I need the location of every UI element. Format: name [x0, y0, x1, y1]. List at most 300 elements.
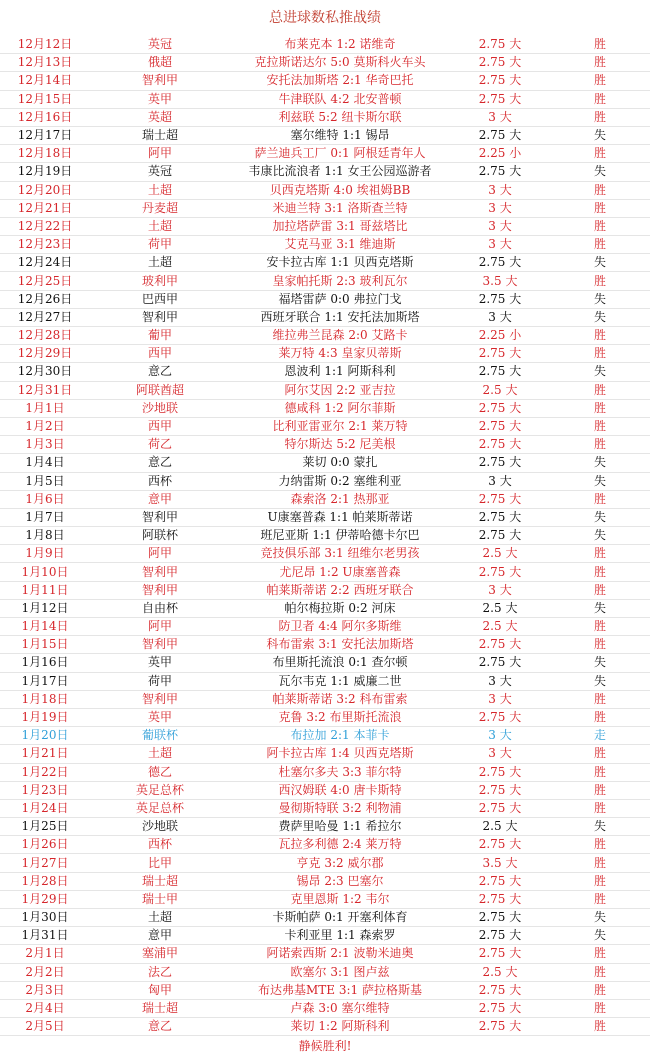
result-cell: 胜 — [550, 545, 650, 563]
league-cell: 土超 — [90, 254, 230, 272]
match-cell: 布达弗基MTE 3:1 萨拉格斯基 — [230, 981, 450, 999]
match-cell: 塞尔维特 1:1 锡昂 — [230, 126, 450, 144]
result-cell: 胜 — [550, 981, 650, 999]
result-cell: 胜 — [550, 381, 650, 399]
date-cell: 1月20日 — [0, 727, 90, 745]
league-cell: 比甲 — [90, 854, 230, 872]
table-row — [0, 545, 650, 563]
line-cell: 2.75 大 — [450, 363, 550, 381]
date-cell: 1月26日 — [0, 836, 90, 854]
result-cell: 胜 — [550, 799, 650, 817]
date-cell: 12月19日 — [0, 163, 90, 181]
table-row — [0, 254, 650, 272]
league-cell: 英甲 — [90, 90, 230, 108]
line-cell: 2.25 小 — [450, 145, 550, 163]
date-cell: 1月2日 — [0, 417, 90, 435]
date-cell: 1月18日 — [0, 690, 90, 708]
record-table — [0, 36, 650, 1036]
date-cell: 12月18日 — [0, 145, 90, 163]
league-cell: 瑞士甲 — [90, 890, 230, 908]
result-cell: 胜 — [550, 745, 650, 763]
line-cell: 2.75 大 — [450, 872, 550, 890]
table-row — [0, 708, 650, 726]
date-cell: 1月5日 — [0, 472, 90, 490]
table-row — [0, 308, 650, 326]
date-cell: 1月28日 — [0, 872, 90, 890]
line-cell: 2.75 大 — [450, 54, 550, 72]
line-cell: 3 大 — [450, 217, 550, 235]
league-cell: 意乙 — [90, 1018, 230, 1036]
line-cell: 2.5 大 — [450, 545, 550, 563]
line-cell: 2.75 大 — [450, 527, 550, 545]
league-cell: 葡联杯 — [90, 727, 230, 745]
match-cell: 曼彻斯特联 3:2 利物浦 — [230, 799, 450, 817]
match-cell: 卡斯帕萨 0:1 开塞利体育 — [230, 909, 450, 927]
table-row — [0, 199, 650, 217]
line-cell: 2.75 大 — [450, 909, 550, 927]
line-cell: 3 大 — [450, 108, 550, 126]
result-cell: 胜 — [550, 1018, 650, 1036]
league-cell: 英足总杯 — [90, 781, 230, 799]
league-cell: 阿甲 — [90, 618, 230, 636]
table-row — [0, 363, 650, 381]
match-cell: 锡昂 2:3 巴塞尔 — [230, 872, 450, 890]
league-cell: 阿联杯 — [90, 527, 230, 545]
result-cell: 失 — [550, 472, 650, 490]
league-cell: 英甲 — [90, 654, 230, 672]
result-cell: 胜 — [550, 945, 650, 963]
date-cell: 1月17日 — [0, 672, 90, 690]
table-row — [0, 872, 650, 890]
table-row — [0, 1018, 650, 1036]
result-cell: 走 — [550, 727, 650, 745]
league-cell: 西甲 — [90, 417, 230, 435]
table-row — [0, 181, 650, 199]
line-cell: 2.75 大 — [450, 345, 550, 363]
line-cell: 3 大 — [450, 472, 550, 490]
date-cell: 2月5日 — [0, 1018, 90, 1036]
league-cell: 葡甲 — [90, 327, 230, 345]
table-row — [0, 999, 650, 1017]
match-cell: 阿尔艾因 2:2 亚吉拉 — [230, 381, 450, 399]
match-cell: 亨克 3:2 威尔郡 — [230, 854, 450, 872]
date-cell: 1月30日 — [0, 909, 90, 927]
match-cell: 卢森 3:0 塞尔维特 — [230, 999, 450, 1017]
league-cell: 沙地联 — [90, 818, 230, 836]
match-cell: 帕莱斯蒂诺 3:2 科布雷索 — [230, 690, 450, 708]
result-cell: 胜 — [550, 890, 650, 908]
date-cell: 1月4日 — [0, 454, 90, 472]
result-cell: 胜 — [550, 399, 650, 417]
table-row — [0, 963, 650, 981]
league-cell: 智利甲 — [90, 508, 230, 526]
match-cell: 加拉塔萨雷 3:1 哥兹塔比 — [230, 217, 450, 235]
result-cell: 失 — [550, 126, 650, 144]
line-cell: 3 大 — [450, 236, 550, 254]
date-cell: 1月31日 — [0, 927, 90, 945]
result-cell: 胜 — [550, 636, 650, 654]
league-cell: 德乙 — [90, 763, 230, 781]
match-cell: 皇家帕托斯 2:3 玻利瓦尔 — [230, 272, 450, 290]
result-cell: 胜 — [550, 199, 650, 217]
line-cell: 3 大 — [450, 581, 550, 599]
line-cell: 2.25 小 — [450, 327, 550, 345]
table-row — [0, 126, 650, 144]
league-cell: 瑞士超 — [90, 872, 230, 890]
date-cell: 2月4日 — [0, 999, 90, 1017]
result-cell: 胜 — [550, 872, 650, 890]
line-cell: 2.5 大 — [450, 599, 550, 617]
league-cell: 西甲 — [90, 345, 230, 363]
result-cell: 胜 — [550, 54, 650, 72]
date-cell: 12月29日 — [0, 345, 90, 363]
table-row — [0, 890, 650, 908]
match-cell: 力纳雷斯 0:2 塞维利亚 — [230, 472, 450, 490]
result-cell: 失 — [550, 308, 650, 326]
date-cell: 1月19日 — [0, 708, 90, 726]
line-cell: 2.75 大 — [450, 490, 550, 508]
table-row — [0, 527, 650, 545]
table-row — [0, 72, 650, 90]
match-cell: 竞技俱乐部 3:1 纽维尔老男孩 — [230, 545, 450, 563]
date-cell: 2月3日 — [0, 981, 90, 999]
line-cell: 2.75 大 — [450, 999, 550, 1017]
table-row — [0, 854, 650, 872]
match-cell: 瓦尔韦克 1:1 威廉二世 — [230, 672, 450, 690]
date-cell: 12月28日 — [0, 327, 90, 345]
result-cell: 失 — [550, 654, 650, 672]
table-row — [0, 108, 650, 126]
result-cell: 失 — [550, 599, 650, 617]
line-cell: 2.75 大 — [450, 399, 550, 417]
date-cell: 12月16日 — [0, 108, 90, 126]
match-cell: 德咸科 1:2 阿尔菲斯 — [230, 399, 450, 417]
result-cell: 胜 — [550, 145, 650, 163]
league-cell: 土超 — [90, 909, 230, 927]
line-cell: 2.5 大 — [450, 963, 550, 981]
line-cell: 3.5 大 — [450, 272, 550, 290]
match-cell: 西汉姆联 4:0 唐卡斯特 — [230, 781, 450, 799]
line-cell: 2.75 大 — [450, 708, 550, 726]
line-cell: 2.75 大 — [450, 36, 550, 54]
league-cell: 自由杯 — [90, 599, 230, 617]
line-cell: 3 大 — [450, 672, 550, 690]
line-cell: 2.75 大 — [450, 454, 550, 472]
line-cell: 2.75 大 — [450, 654, 550, 672]
league-cell: 英甲 — [90, 708, 230, 726]
result-cell: 胜 — [550, 490, 650, 508]
match-cell: 西班牙联合 1:1 安托法加斯塔 — [230, 308, 450, 326]
league-cell: 土超 — [90, 217, 230, 235]
result-cell: 胜 — [550, 272, 650, 290]
match-cell: 阿卡拉古库 1:4 贝西克塔斯 — [230, 745, 450, 763]
table-row — [0, 508, 650, 526]
league-cell: 荷乙 — [90, 436, 230, 454]
table-row — [0, 381, 650, 399]
date-cell: 12月12日 — [0, 36, 90, 54]
date-cell: 1月8日 — [0, 527, 90, 545]
result-cell: 失 — [550, 927, 650, 945]
table-row — [0, 290, 650, 308]
table-row — [0, 763, 650, 781]
match-cell: 卡利亚里 1:1 森索罗 — [230, 927, 450, 945]
date-cell: 1月16日 — [0, 654, 90, 672]
line-cell: 2.75 大 — [450, 799, 550, 817]
match-cell: 莱切 1:2 阿斯科利 — [230, 1018, 450, 1036]
table-row — [0, 581, 650, 599]
result-cell: 胜 — [550, 854, 650, 872]
result-cell: 胜 — [550, 690, 650, 708]
table-row — [0, 163, 650, 181]
match-cell: 防卫者 4:4 阿尔多斯维 — [230, 618, 450, 636]
result-cell: 胜 — [550, 999, 650, 1017]
table-row — [0, 272, 650, 290]
line-cell: 2.75 大 — [450, 563, 550, 581]
table-row — [0, 981, 650, 999]
line-cell: 3 大 — [450, 745, 550, 763]
table-row — [0, 490, 650, 508]
result-cell: 胜 — [550, 581, 650, 599]
league-cell: 英冠 — [90, 36, 230, 54]
table-row — [0, 54, 650, 72]
table-row — [0, 690, 650, 708]
league-cell: 英冠 — [90, 163, 230, 181]
match-cell: 利兹联 5:2 纽卡斯尔联 — [230, 108, 450, 126]
league-cell: 智利甲 — [90, 690, 230, 708]
line-cell: 2.75 大 — [450, 781, 550, 799]
date-cell: 1月6日 — [0, 490, 90, 508]
league-cell: 英超 — [90, 108, 230, 126]
table-row — [0, 636, 650, 654]
result-cell: 胜 — [550, 217, 650, 235]
date-cell: 2月1日 — [0, 945, 90, 963]
league-cell: 意乙 — [90, 363, 230, 381]
line-cell: 2.75 大 — [450, 508, 550, 526]
league-cell: 英足总杯 — [90, 799, 230, 817]
date-cell: 1月11日 — [0, 581, 90, 599]
match-cell: 科布雷索 3:1 安托法加斯塔 — [230, 636, 450, 654]
date-cell: 1月14日 — [0, 618, 90, 636]
line-cell: 2.75 大 — [450, 1018, 550, 1036]
line-cell: 2.75 大 — [450, 163, 550, 181]
result-cell: 胜 — [550, 963, 650, 981]
league-cell: 匈甲 — [90, 981, 230, 999]
date-cell: 1月24日 — [0, 799, 90, 817]
result-cell: 胜 — [550, 345, 650, 363]
line-cell: 2.75 大 — [450, 417, 550, 435]
league-cell: 意甲 — [90, 490, 230, 508]
result-cell: 胜 — [550, 708, 650, 726]
line-cell: 2.75 大 — [450, 254, 550, 272]
table-row — [0, 654, 650, 672]
line-cell: 3 大 — [450, 690, 550, 708]
result-cell: 胜 — [550, 563, 650, 581]
date-cell: 12月24日 — [0, 254, 90, 272]
table-row — [0, 436, 650, 454]
league-cell: 智利甲 — [90, 72, 230, 90]
league-cell: 土超 — [90, 745, 230, 763]
match-cell: 艾克马亚 3:1 维迪斯 — [230, 236, 450, 254]
league-cell: 智利甲 — [90, 563, 230, 581]
table-row — [0, 745, 650, 763]
table-row — [0, 599, 650, 617]
line-cell: 2.75 大 — [450, 72, 550, 90]
match-cell: 森索洛 2:1 热那亚 — [230, 490, 450, 508]
match-cell: 萨兰迪兵工厂 0:1 阿根廷青年人 — [230, 145, 450, 163]
table-row — [0, 454, 650, 472]
page-title: 总进球数私推战绩 — [269, 10, 381, 26]
league-cell: 瑞士超 — [90, 126, 230, 144]
date-cell: 12月14日 — [0, 72, 90, 90]
match-cell: 牛津联队 4:2 北安普顿 — [230, 90, 450, 108]
line-cell: 2.5 大 — [450, 618, 550, 636]
result-cell: 胜 — [550, 327, 650, 345]
date-cell: 12月20日 — [0, 181, 90, 199]
league-cell: 荷甲 — [90, 236, 230, 254]
date-cell: 1月3日 — [0, 436, 90, 454]
league-cell: 巴西甲 — [90, 290, 230, 308]
match-cell: 帕莱斯蒂诺 2:2 西班牙联合 — [230, 581, 450, 599]
match-cell: 瓦拉多利德 2:4 莱万特 — [230, 836, 450, 854]
line-cell: 3.5 大 — [450, 854, 550, 872]
date-cell: 12月27日 — [0, 308, 90, 326]
date-cell: 1月27日 — [0, 854, 90, 872]
league-cell: 俄超 — [90, 54, 230, 72]
league-cell: 意乙 — [90, 454, 230, 472]
result-cell: 失 — [550, 508, 650, 526]
line-cell: 2.5 大 — [450, 381, 550, 399]
date-cell: 1月10日 — [0, 563, 90, 581]
league-cell: 智利甲 — [90, 581, 230, 599]
match-cell: U康塞普森 1:1 帕莱斯蒂诺 — [230, 508, 450, 526]
table-row — [0, 563, 650, 581]
date-cell: 1月22日 — [0, 763, 90, 781]
table-row — [0, 799, 650, 817]
match-cell: 克鲁 3:2 布里斯托流浪 — [230, 708, 450, 726]
league-cell: 意甲 — [90, 927, 230, 945]
league-cell: 智利甲 — [90, 636, 230, 654]
league-cell: 沙地联 — [90, 399, 230, 417]
league-cell: 玻利甲 — [90, 272, 230, 290]
table-row — [0, 345, 650, 363]
result-cell: 胜 — [550, 181, 650, 199]
match-cell: 克里恩斯 1:2 韦尔 — [230, 890, 450, 908]
result-cell: 胜 — [550, 618, 650, 636]
table-row — [0, 818, 650, 836]
line-cell: 3 大 — [450, 308, 550, 326]
match-cell: 班尼亚斯 1:1 伊蒂哈德卡尔巴 — [230, 527, 450, 545]
match-cell: 欧塞尔 3:1 图卢兹 — [230, 963, 450, 981]
line-cell: 2.75 大 — [450, 981, 550, 999]
match-cell: 莱切 0:0 蒙扎 — [230, 454, 450, 472]
table-row — [0, 472, 650, 490]
record-table-body — [0, 36, 650, 1036]
table-row — [0, 781, 650, 799]
line-cell: 2.75 大 — [450, 126, 550, 144]
match-cell: 比利亚雷亚尔 2:1 莱万特 — [230, 417, 450, 435]
result-cell: 胜 — [550, 836, 650, 854]
date-cell: 1月29日 — [0, 890, 90, 908]
result-cell: 失 — [550, 454, 650, 472]
line-cell: 2.75 大 — [450, 436, 550, 454]
table-row — [0, 36, 650, 54]
date-cell: 1月9日 — [0, 545, 90, 563]
date-cell: 12月23日 — [0, 236, 90, 254]
match-cell: 特尔斯达 5:2 尼美根 — [230, 436, 450, 454]
league-cell: 丹麦超 — [90, 199, 230, 217]
table-row — [0, 672, 650, 690]
table-row — [0, 145, 650, 163]
table-row — [0, 945, 650, 963]
league-cell: 阿甲 — [90, 145, 230, 163]
line-cell: 3 大 — [450, 727, 550, 745]
line-cell: 3 大 — [450, 181, 550, 199]
date-cell: 12月22日 — [0, 217, 90, 235]
date-cell: 12月15日 — [0, 90, 90, 108]
league-cell: 法乙 — [90, 963, 230, 981]
line-cell: 2.5 大 — [450, 818, 550, 836]
line-cell: 2.75 大 — [450, 290, 550, 308]
result-cell: 胜 — [550, 108, 650, 126]
match-cell: 安托法加斯塔 2:1 华奇巴托 — [230, 72, 450, 90]
table-row — [0, 217, 650, 235]
line-cell: 2.75 大 — [450, 890, 550, 908]
date-cell: 1月7日 — [0, 508, 90, 526]
match-cell: 阿诺索西斯 2:1 波勒米迪奥 — [230, 945, 450, 963]
league-cell: 塞浦甲 — [90, 945, 230, 963]
date-cell: 12月31日 — [0, 381, 90, 399]
table-row — [0, 909, 650, 927]
match-cell: 布莱克本 1:2 诺维奇 — [230, 36, 450, 54]
table-row — [0, 399, 650, 417]
league-cell: 西杯 — [90, 472, 230, 490]
date-cell: 1月21日 — [0, 745, 90, 763]
date-cell: 12月13日 — [0, 54, 90, 72]
line-cell: 2.75 大 — [450, 763, 550, 781]
table-row — [0, 90, 650, 108]
result-cell: 失 — [550, 672, 650, 690]
match-cell: 克拉斯诺达尔 5:0 莫斯科火车头 — [230, 54, 450, 72]
result-cell: 失 — [550, 290, 650, 308]
line-cell: 2.75 大 — [450, 90, 550, 108]
table-row — [0, 236, 650, 254]
line-cell: 2.75 大 — [450, 945, 550, 963]
result-cell: 失 — [550, 818, 650, 836]
match-cell: 杜塞尔多夫 3:3 菲尔特 — [230, 763, 450, 781]
league-cell: 阿甲 — [90, 545, 230, 563]
match-cell: 福塔雷萨 0:0 弗拉门戈 — [230, 290, 450, 308]
date-cell: 2月2日 — [0, 963, 90, 981]
match-cell: 尤尼昂 1:2 U康塞普森 — [230, 563, 450, 581]
league-cell: 瑞士超 — [90, 999, 230, 1017]
match-cell: 费萨里哈曼 1:1 希拉尔 — [230, 818, 450, 836]
date-cell: 1月1日 — [0, 399, 90, 417]
date-cell: 12月21日 — [0, 199, 90, 217]
result-cell: 胜 — [550, 417, 650, 435]
line-cell: 2.75 大 — [450, 927, 550, 945]
line-cell: 2.75 大 — [450, 836, 550, 854]
table-row — [0, 417, 650, 435]
match-cell: 维拉弗兰昆森 2:0 艾路卡 — [230, 327, 450, 345]
result-cell: 胜 — [550, 236, 650, 254]
line-cell: 3 大 — [450, 199, 550, 217]
result-cell: 胜 — [550, 90, 650, 108]
result-cell: 胜 — [550, 781, 650, 799]
date-cell: 1月12日 — [0, 599, 90, 617]
date-cell: 12月25日 — [0, 272, 90, 290]
result-cell: 胜 — [550, 36, 650, 54]
match-cell: 米迪兰特 3:1 洛斯查兰特 — [230, 199, 450, 217]
